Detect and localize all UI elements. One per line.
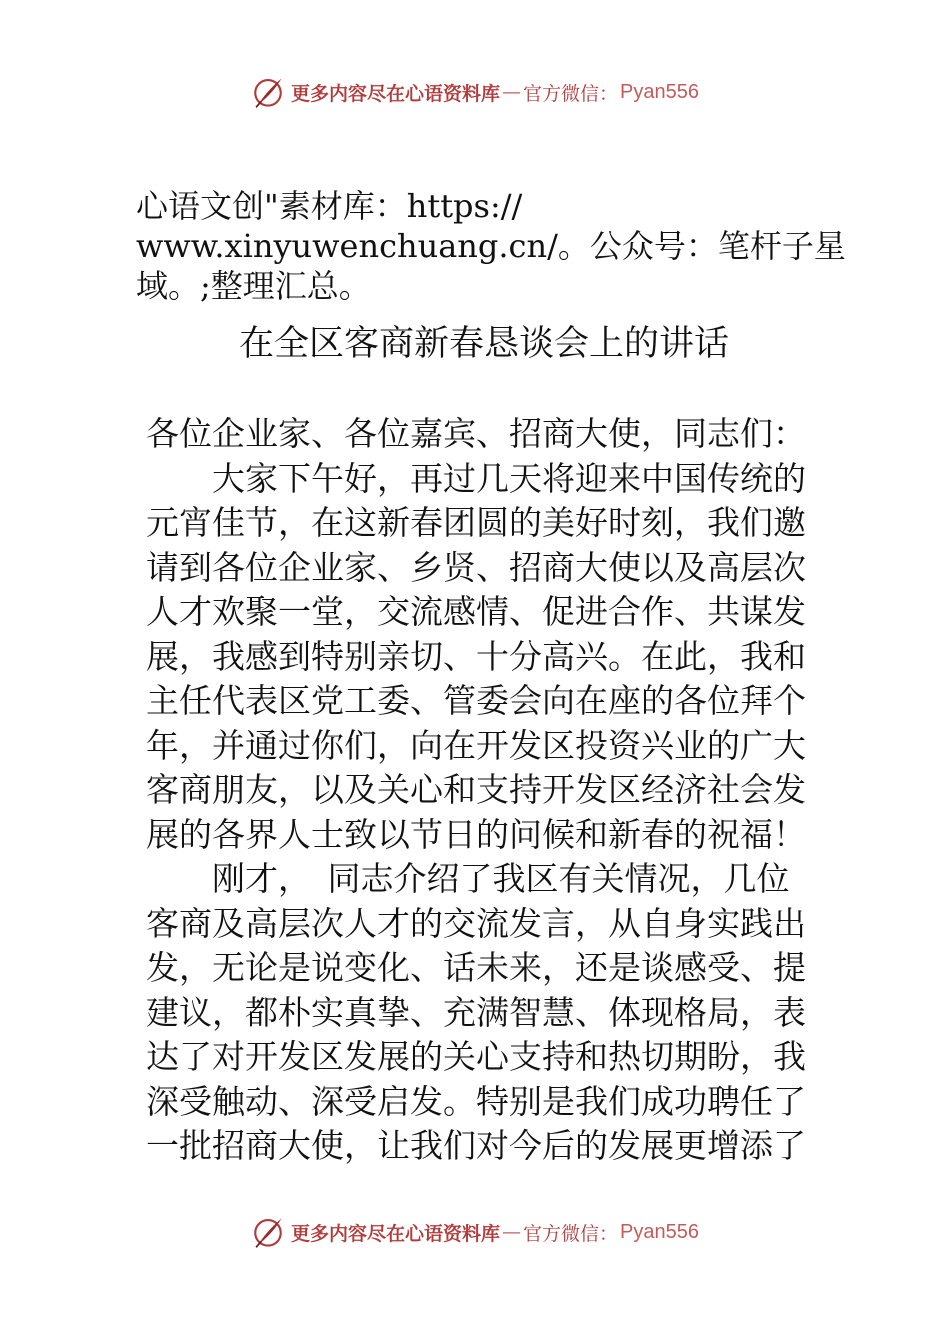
footer-banner [0,1212,950,1252]
body-line: 人才欢聚一堂，交流感情、促进合作、共谋发 [146,592,806,631]
source-note [136,186,856,306]
body-line: 请到各位企业家、乡贤、招商大使以及高层次 [146,547,806,587]
body-line: 展，我感到特别亲切、十分高兴。在此，我和 [146,636,806,676]
banner-wechat-id: Pyan556 [620,80,699,103]
header-banner [0,72,950,112]
body-line: 各位企业家、各位嘉宾、招商大使，同志们： [146,414,806,453]
body-line: 刚才， 同志介绍了我区有关情况，几位 [146,859,790,898]
source-note-line: 域。;整理汇总。 [136,267,371,305]
source-note-line: 心语文创"素材库：https:// [136,187,523,225]
quill-pen-logo-icon [251,1215,285,1249]
body-line: 深受触动、深受启发。特别是我们成功聘任了 [146,1081,806,1121]
body-line: 大家下午好，再过几天将迎来中国传统的 [146,458,806,498]
banner-wechat-id: Pyan556 [620,1220,699,1243]
document-body [146,412,866,1169]
body-line: 元宵佳节，在这新春团圆的美好时刻，我们邀 [146,503,806,542]
banner-main-text: 更多内容尽在心语资料库 [291,82,501,105]
body-line: 发，无论是说变化、话未来，还是谈感受、提 [146,948,806,987]
body-line: 主任代表区党工委、管委会向在座的各位拜个 [146,681,806,720]
banner-separator: — [502,81,522,103]
source-note-line: www.xinyuwenchuang.cn/。公众号：笔杆子星 [136,227,846,265]
banner-wechat-label: 官方微信： [523,1222,619,1245]
document-title: 在全区客商新春恳谈会上的讲话 [238,324,729,364]
banner-wechat-label: 官方微信： [523,82,619,105]
quill-pen-logo-icon [251,75,285,109]
body-line: 建议，都朴实真挚、充满智慧、体现格局，表 [146,992,806,1032]
body-line: 达了对开发区发展的关心支持和热切期盼，我 [146,1037,806,1076]
body-line: 年，并通过你们，向在开发区投资兴业的广大 [146,725,806,765]
banner-main-text: 更多内容尽在心语资料库 [291,1222,501,1245]
body-line: 展的各界人士致以节日的问候和新春的祝福！ [146,814,806,854]
body-line: 客商及高层次人才的交流发言，从自身实践出 [146,903,806,943]
body-line: 客商朋友，以及关心和支持开发区经济社会发 [146,770,806,809]
body-line: 一批招商大使，让我们对今后的发展更增添了 [146,1126,806,1165]
banner-separator: — [502,1221,522,1243]
